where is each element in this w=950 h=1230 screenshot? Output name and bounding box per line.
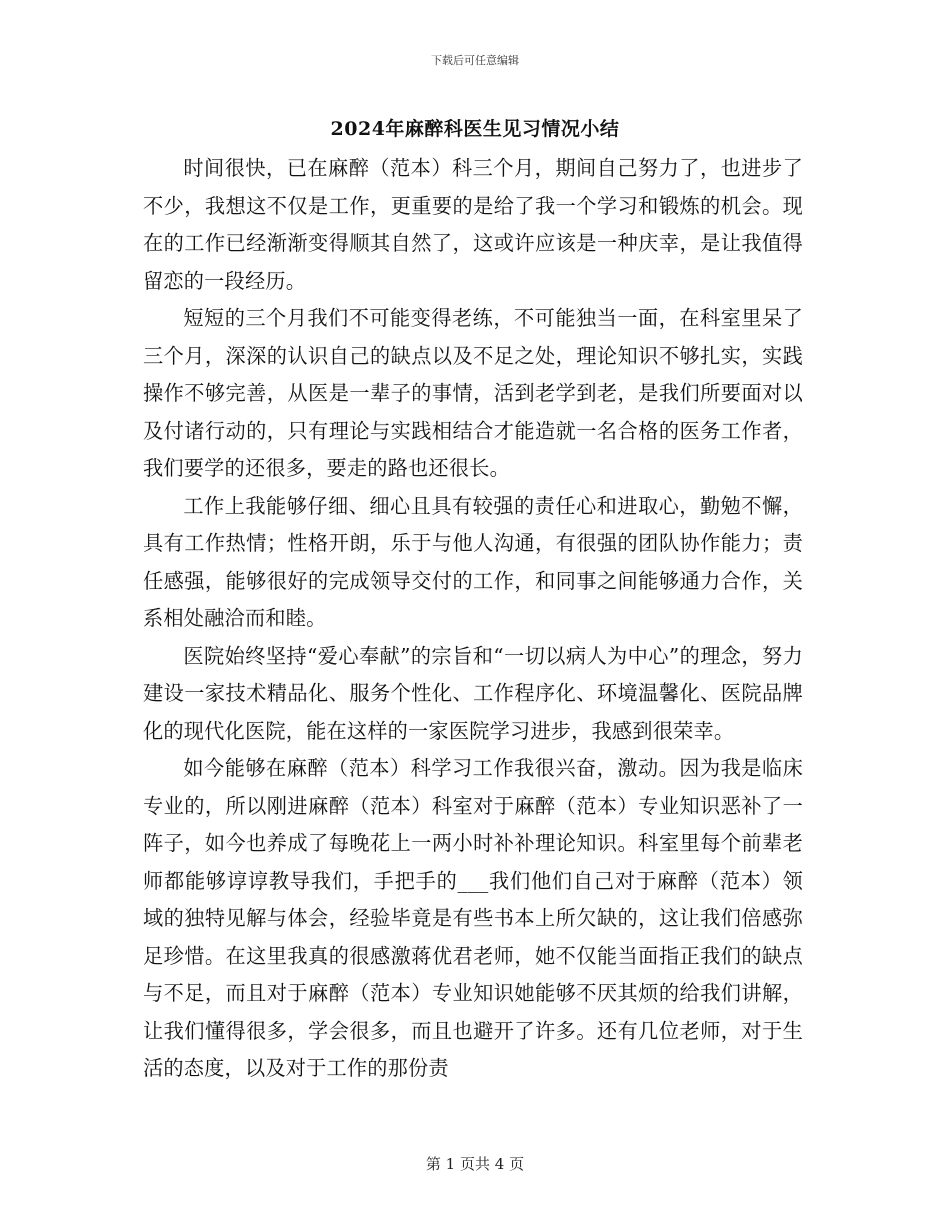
page-header-note: 下载后可任意编辑 — [431, 54, 519, 67]
paragraph-2: 短短的三个月我们不可能变得老练，不可能独当一面，在科室里呆了三个月，深深的认识自己的缺点以及不足之处，理论知识不够扎实，实践操作不够完善，从医是一辈子的事情，活到老学到老，是我们所要面对以及付诸行动的，只有理论与实践相结合才能造就一名合格的医务工作者，我们要学的还很多，要走的路也还很长。 — [143, 306, 803, 480]
paragraph-3: 工作上我能够仔细、细心且具有较强的责任心和进取心，勤勉不懈，具有工作热情；性格开朗，乐于与他人沟通，有很强的团队协作能力；责任感强，能够很好的完成领导交付的工作，和同事之间能够通力合作，关系相处融洽而和睦。 — [143, 493, 803, 630]
page-number: 第 1 页共 4 页 — [425, 1155, 525, 1173]
paragraph-5: 如今能够在麻醉（范本）科学习工作我很兴奋，激动。因为我是临床专业的，所以刚进麻醉（范本）科室对于麻醉（范本）专业知识恶补了一阵子，如今也养成了每晚花上一两小时补补理论知识。科室里每个前辈老师都能够谆谆教导我们，手把手的___我们他们自己对于麻醉（范本）领域的独特见解与体会，经验毕竟是有些书本上所欠缺的，这让我们倍感弥足珍惜。在这里我真的很感激蒋优君老师，她不仅能当面指正我们的缺点与不足，而且对于麻醉（范本）专业知识她能够不厌其烦的给我们讲解，让我们懂得很多，学会很多，而且也避开了许多。还有几位老师，对于生活的态度，以及对于工作的那份责 — [143, 756, 803, 1080]
paragraph-4: 医院始终坚持“爱心奉献”的宗旨和“一切以病人为中心”的理念，努力建设一家技术精品化、服务个性化、工作程序化、环境温馨化、医院品牌化的现代化医院，能在这样的一家医院学习进步，我感到很荣幸。 — [143, 643, 803, 743]
document-body — [143, 150, 803, 1088]
paragraph-1: 时间很快，已在麻醉（范本）科三个月，期间自己努力了，也进步了不少，我想这不仅是工作，更重要的是给了我一个学习和锻炼的机会。现在的工作已经渐渐变得顺其自然了，这或许应该是一种庆幸，是让我值得留恋的一段经历。 — [143, 156, 803, 293]
document-title: 2024年麻醉科医生见习情况小结 — [330, 118, 620, 140]
